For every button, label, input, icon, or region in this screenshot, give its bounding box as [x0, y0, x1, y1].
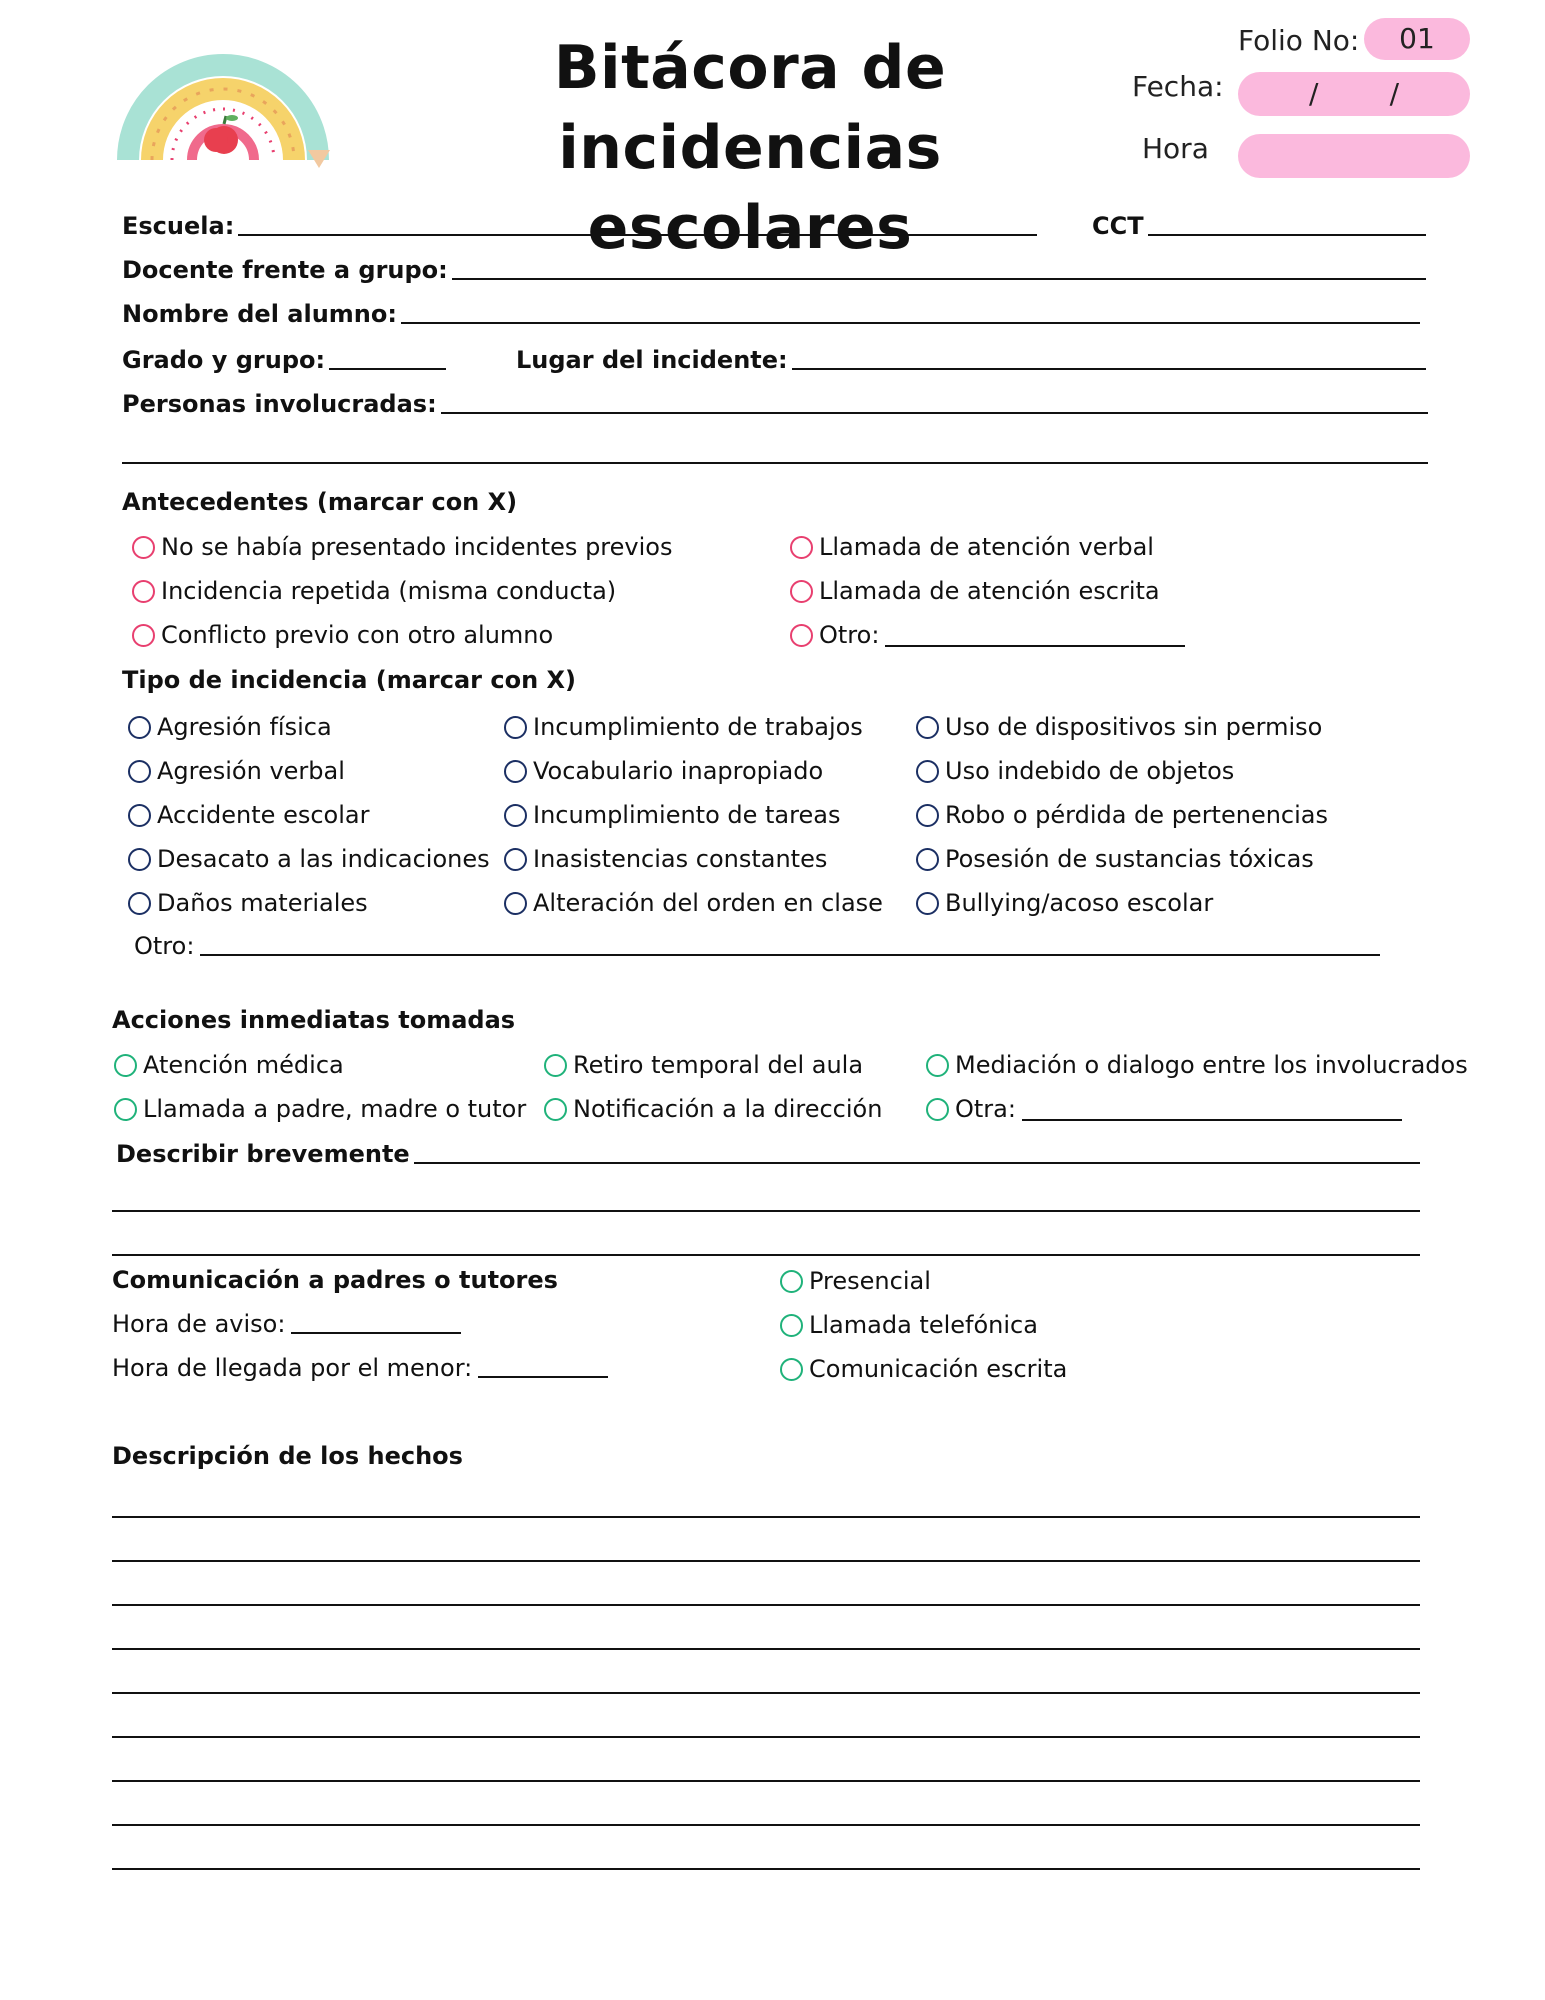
option-label: Incumplimiento de tareas	[533, 801, 841, 829]
escuela-label: Escuela:	[122, 212, 235, 240]
antecedente-otro-option[interactable]	[790, 618, 1185, 652]
radio-circle-icon[interactable]	[544, 1054, 567, 1077]
radio-circle-icon[interactable]	[504, 892, 527, 915]
accion-option[interactable]	[544, 1092, 882, 1126]
option-label: Vocabulario inapropiado	[533, 757, 824, 785]
descripcion-line[interactable]	[112, 1692, 1420, 1694]
radio-circle-icon[interactable]	[790, 536, 813, 559]
alumno-line[interactable]	[401, 300, 1420, 324]
cct-field[interactable]	[1092, 208, 1426, 240]
tipo-option[interactable]	[504, 798, 840, 832]
option-label: Posesión de sustancias tóxicas	[945, 845, 1314, 873]
describir-line-2[interactable]	[112, 1210, 1420, 1212]
option-label: Llamada de atención escrita	[819, 577, 1160, 605]
option-label: Atención médica	[143, 1051, 344, 1079]
fecha-value[interactable]: / /	[1238, 72, 1470, 116]
option-label: Inasistencias constantes	[533, 845, 828, 873]
radio-circle-icon[interactable]	[790, 580, 813, 603]
option-label: Conflicto previo con otro alumno	[161, 621, 554, 649]
antecedente-otro-line[interactable]	[885, 623, 1185, 647]
option-label: Robo o pérdida de pertenencias	[945, 801, 1328, 829]
descripcion-line[interactable]	[112, 1780, 1420, 1782]
docente-field[interactable]	[122, 252, 1426, 284]
tipo-option[interactable]	[504, 710, 863, 744]
tipo-option[interactable]	[916, 886, 1213, 920]
comunicacion-option[interactable]	[780, 1308, 1038, 1342]
descripcion-line[interactable]	[112, 1604, 1420, 1606]
descripcion-line[interactable]	[112, 1648, 1420, 1650]
lugar-line[interactable]	[792, 346, 1426, 370]
grado-field[interactable]	[122, 342, 446, 374]
radio-circle-icon[interactable]	[504, 716, 527, 739]
antecedente-option[interactable]	[132, 574, 616, 608]
option-label: Daños materiales	[157, 889, 368, 917]
alumno-label: Nombre del alumno:	[122, 300, 397, 328]
hora-llegada-line[interactable]	[478, 1354, 608, 1378]
radio-circle-icon[interactable]	[504, 848, 527, 871]
radio-circle-icon[interactable]	[128, 848, 151, 871]
option-label: Bullying/acoso escolar	[945, 889, 1214, 917]
describir-field[interactable]	[116, 1136, 1420, 1168]
personas-label: Personas involucradas:	[122, 390, 437, 418]
descripcion-line[interactable]	[112, 1868, 1420, 1870]
radio-circle-icon[interactable]	[128, 892, 151, 915]
radio-circle-icon[interactable]	[128, 760, 151, 783]
tipo-title: Tipo de incidencia (marcar con X)	[122, 666, 576, 694]
descripcion-title: Descripción de los hechos	[112, 1442, 463, 1470]
accion-otra-option[interactable]	[926, 1092, 1402, 1126]
antecedente-option[interactable]	[132, 530, 672, 564]
option-label: Presencial	[809, 1267, 931, 1295]
escuela-field[interactable]	[122, 208, 1037, 240]
hora-aviso-field[interactable]	[112, 1306, 461, 1338]
option-label: Llamada de atención verbal	[819, 533, 1154, 561]
acciones-title: Acciones inmediatas tomadas	[112, 1006, 516, 1034]
option-label: Agresión física	[157, 713, 332, 741]
comunicacion-option[interactable]	[780, 1352, 1067, 1386]
comunicacion-option[interactable]	[780, 1264, 931, 1298]
option-label: Mediación o dialogo entre los involucrados	[955, 1051, 1468, 1079]
accion-option[interactable]	[114, 1092, 526, 1126]
cct-label: CCT	[1092, 212, 1144, 240]
accion-option[interactable]	[114, 1048, 344, 1082]
descripcion-line[interactable]	[112, 1516, 1420, 1518]
option-label: Incumplimiento de trabajos	[533, 713, 863, 741]
option-label: No se había presentado incidentes previos	[161, 533, 673, 561]
docente-line[interactable]	[452, 256, 1426, 280]
tipo-option[interactable]	[916, 754, 1234, 788]
radio-circle-icon[interactable]	[790, 624, 813, 647]
option-label: Retiro temporal del aula	[573, 1051, 864, 1079]
cct-line[interactable]	[1148, 212, 1426, 236]
tipo-option[interactable]	[504, 886, 883, 920]
radio-circle-icon[interactable]	[916, 760, 939, 783]
radio-circle-icon[interactable]	[926, 1098, 949, 1121]
grado-label: Grado y grupo:	[122, 346, 326, 374]
option-label: Notificación a la dirección	[573, 1095, 883, 1123]
alumno-field[interactable]	[122, 296, 1420, 328]
tipo-option[interactable]	[916, 842, 1314, 876]
antecedente-option[interactable]	[790, 530, 1154, 564]
radio-circle-icon[interactable]	[780, 1270, 803, 1293]
antecedentes-title: Antecedentes (marcar con X)	[122, 488, 518, 516]
antecedente-option[interactable]	[790, 574, 1160, 608]
describir-line-3[interactable]	[112, 1254, 1420, 1256]
lugar-label: Lugar del incidente:	[516, 346, 788, 374]
tipo-option[interactable]	[128, 842, 490, 876]
docente-label: Docente frente a grupo:	[122, 256, 448, 284]
hora-aviso-line[interactable]	[291, 1310, 461, 1334]
option-label: Alteración del orden en clase	[533, 889, 883, 917]
tipo-otro-line[interactable]	[200, 932, 1380, 956]
radio-circle-icon[interactable]	[926, 1054, 949, 1077]
rainbow-pencil-logo	[108, 0, 338, 170]
radio-circle-icon[interactable]	[504, 760, 527, 783]
fecha-label: Fecha:	[1132, 70, 1224, 103]
tipo-option[interactable]	[504, 842, 827, 876]
personas-field[interactable]	[122, 386, 1428, 418]
tipo-otro-field[interactable]	[134, 928, 1380, 960]
hora-label: Hora	[1142, 132, 1209, 165]
describir-label: Describir brevemente	[116, 1140, 410, 1168]
tipo-option[interactable]	[504, 754, 823, 788]
tipo-option[interactable]	[128, 710, 332, 744]
option-label: Accidente escolar	[157, 801, 370, 829]
tipo-option[interactable]	[128, 886, 368, 920]
accion-otra-line[interactable]	[1022, 1097, 1402, 1121]
radio-circle-icon[interactable]	[544, 1098, 567, 1121]
radio-circle-icon[interactable]	[114, 1098, 137, 1121]
option-label: Uso de dispositivos sin permiso	[945, 713, 1323, 741]
hora-aviso-label: Hora de aviso:	[112, 1310, 286, 1338]
radio-circle-icon[interactable]	[128, 804, 151, 827]
radio-circle-icon[interactable]	[132, 580, 155, 603]
folio-label: Folio No:	[1238, 24, 1360, 57]
option-label: Desacato a las indicaciones	[157, 845, 490, 873]
title-line-1: Bitácora de incidencias	[553, 33, 947, 183]
tipo-option[interactable]	[916, 798, 1328, 832]
option-label: Comunicación escrita	[809, 1355, 1068, 1383]
tipo-option[interactable]	[128, 798, 369, 832]
hora-llegada-label: Hora de llegada por el menor:	[112, 1354, 473, 1382]
tipo-option[interactable]	[128, 754, 345, 788]
radio-circle-icon[interactable]	[114, 1054, 137, 1077]
escuela-line[interactable]	[238, 212, 1037, 236]
radio-circle-icon[interactable]	[132, 624, 155, 647]
radio-circle-icon[interactable]	[916, 804, 939, 827]
radio-circle-icon[interactable]	[132, 536, 155, 559]
comunicacion-title: Comunicación a padres o tutores	[112, 1266, 558, 1294]
personas-line[interactable]	[441, 390, 1428, 414]
descripcion-line[interactable]	[112, 1736, 1420, 1738]
folio-value[interactable]: 01	[1364, 18, 1470, 60]
option-label: Llamada a padre, madre o tutor	[143, 1095, 527, 1123]
grado-line[interactable]	[329, 346, 446, 370]
personas-line-2[interactable]	[122, 462, 1428, 464]
accion-option[interactable]	[544, 1048, 863, 1082]
antecedente-option[interactable]	[132, 618, 553, 652]
option-label: Otro:	[819, 621, 880, 649]
tipo-otro-label: Otro:	[134, 932, 195, 960]
describir-line[interactable]	[414, 1140, 1420, 1164]
accion-option[interactable]	[926, 1048, 1468, 1082]
hora-value[interactable]	[1238, 134, 1470, 178]
radio-circle-icon[interactable]	[128, 716, 151, 739]
title-line-2: escolares	[587, 193, 913, 263]
radio-circle-icon[interactable]	[916, 892, 939, 915]
radio-circle-icon[interactable]	[780, 1358, 803, 1381]
descripcion-line[interactable]	[112, 1560, 1420, 1562]
option-label: Uso indebido de objetos	[945, 757, 1235, 785]
tipo-option[interactable]	[916, 710, 1322, 744]
option-label: Agresión verbal	[157, 757, 345, 785]
option-label: Otra:	[955, 1095, 1016, 1123]
radio-circle-icon[interactable]	[916, 848, 939, 871]
radio-circle-icon[interactable]	[504, 804, 527, 827]
option-label: Llamada telefónica	[809, 1311, 1038, 1339]
lugar-field[interactable]	[516, 342, 1426, 374]
hora-llegada-field[interactable]	[112, 1350, 608, 1382]
radio-circle-icon[interactable]	[916, 716, 939, 739]
descripcion-line[interactable]	[112, 1824, 1420, 1826]
option-label: Incidencia repetida (misma conducta)	[161, 577, 617, 605]
radio-circle-icon[interactable]	[780, 1314, 803, 1337]
